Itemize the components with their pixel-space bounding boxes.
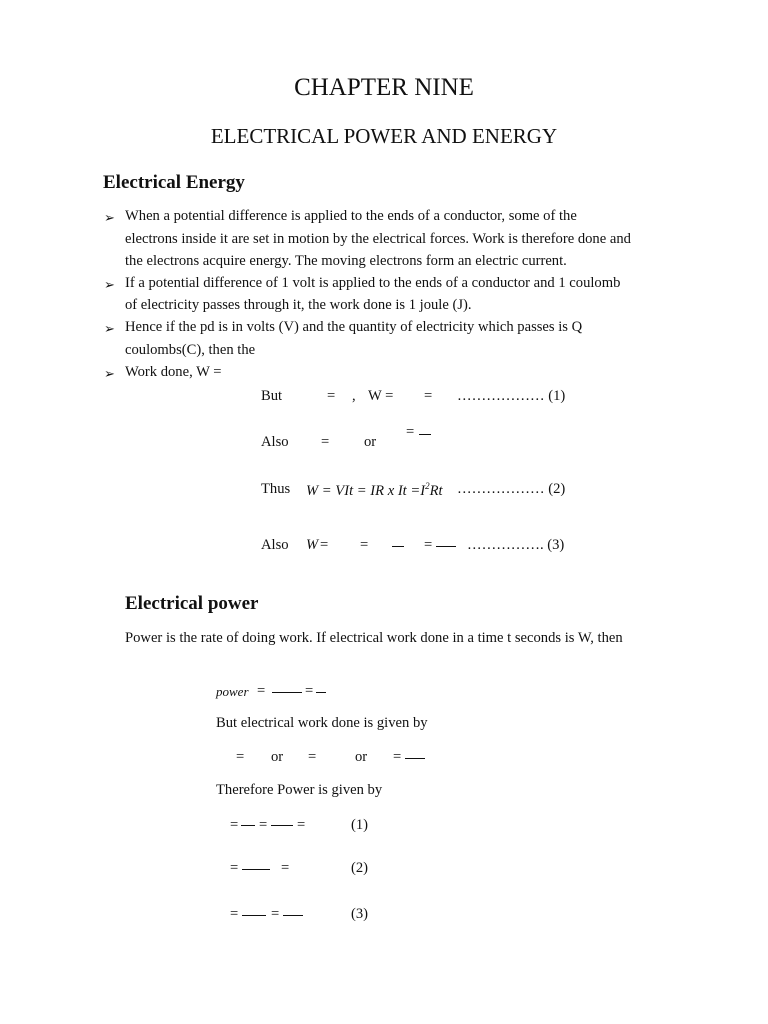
eq3-equals-c: =: [424, 537, 433, 553]
chapter-title: CHAPTER NINE: [294, 74, 474, 101]
bullet-1-line-1: When a potential difference is applied to the ends of a conductor, some of the: [125, 208, 577, 224]
fraction-bar: [272, 692, 302, 693]
eq1-but: But: [261, 388, 283, 404]
section-heading-power: Electrical power: [125, 593, 259, 614]
p2-equals-a: =: [230, 860, 239, 876]
section-heading-energy: Electrical Energy: [103, 172, 245, 193]
p3-equals-a: =: [230, 906, 239, 922]
eq2-thus: Thus: [261, 481, 291, 497]
p1-equals-b: =: [259, 817, 268, 833]
bullet-arrow-icon: ➢: [104, 366, 115, 381]
p2-equals-b: =: [281, 860, 290, 876]
bullet-1-line-3: the electrons acquire energy. The moving electrons form an electric current.: [125, 253, 567, 269]
therefore-line: Therefore Power is given by: [216, 782, 383, 798]
p1-number: (1): [351, 817, 369, 833]
p3-number: (3): [351, 906, 369, 922]
p3-equals-b: =: [271, 906, 280, 922]
bullet-2-line-2: of electricity passes through it, the work done is 1 joule (J).: [125, 297, 472, 313]
row1-or-a: or: [271, 749, 284, 765]
fraction-bar: [316, 692, 326, 693]
eq-also-equals: =: [321, 434, 330, 450]
eq-also-or: or: [364, 434, 377, 450]
p1-equals-c: =: [297, 817, 306, 833]
bullet-2-line-1: If a potential difference of 1 volt is applied to the ends of a conductor and 1 coulomb: [125, 275, 621, 291]
fraction-bar: [392, 546, 404, 547]
row1-equals-a: =: [236, 749, 245, 765]
bullet-4-line: Work done, W =: [125, 364, 222, 380]
fraction-bar: [405, 758, 425, 759]
power-equals-b: =: [305, 683, 314, 699]
eq3-also: Also: [261, 537, 289, 553]
eq-also-frac-equals: =: [406, 424, 415, 440]
chapter-subtitle: ELECTRICAL POWER AND ENERGY: [210, 124, 558, 148]
fraction-bar: [241, 825, 255, 826]
fraction-bar: [271, 825, 293, 826]
fraction-bar: [242, 869, 270, 870]
bullet-3-line-2: coulombs(C), then the: [125, 342, 256, 358]
bullet-3-line-1: Hence if the pd is in volts (V) and the quantity of electricity which passes is Q: [125, 319, 583, 335]
eq1-equals-a: =: [327, 388, 336, 404]
row1-or-b: or: [355, 749, 368, 765]
eq1-comma: ,: [352, 388, 356, 404]
power-intro: Power is the rate of doing work. If electrical work done in a time t seconds is W, then: [125, 630, 623, 646]
p2-number: (2): [351, 860, 369, 876]
eq2-formula: W = VIt = IR x $It =I^2Rt$: [306, 481, 443, 499]
bullet-arrow-icon: ➢: [104, 210, 115, 225]
eq1-number: ……………… (1): [457, 388, 566, 404]
bullet-arrow-icon: ➢: [104, 277, 115, 292]
power-label: power: [216, 684, 249, 699]
eq3-number: ……………. (3): [467, 537, 565, 553]
row1-equals-b: =: [308, 749, 317, 765]
p1-equals-a: =: [230, 817, 239, 833]
bullet-1-line-2: electrons inside it are set in motion by the electrical forces. Work is therefore done and: [125, 231, 631, 247]
work-done-line: But electrical work done is given by: [216, 715, 428, 731]
fraction-bar: [283, 915, 303, 916]
eq3-equals-b: =: [360, 537, 369, 553]
eq2-number: ……………… (2): [457, 481, 566, 497]
fraction-bar: [242, 915, 266, 916]
eq-also-label: Also: [261, 434, 289, 450]
bullet-arrow-icon: ➢: [104, 321, 115, 336]
fraction-bar: [436, 546, 456, 547]
eq3-equals-a: =: [320, 537, 329, 553]
power-equals-a: =: [257, 683, 266, 699]
row1-equals-c: =: [393, 749, 402, 765]
eq3-w: W: [306, 537, 319, 553]
eq1-equals-b: =: [424, 388, 433, 404]
fraction-bar: [419, 434, 431, 435]
eq1-w-equals: W =: [368, 388, 394, 404]
